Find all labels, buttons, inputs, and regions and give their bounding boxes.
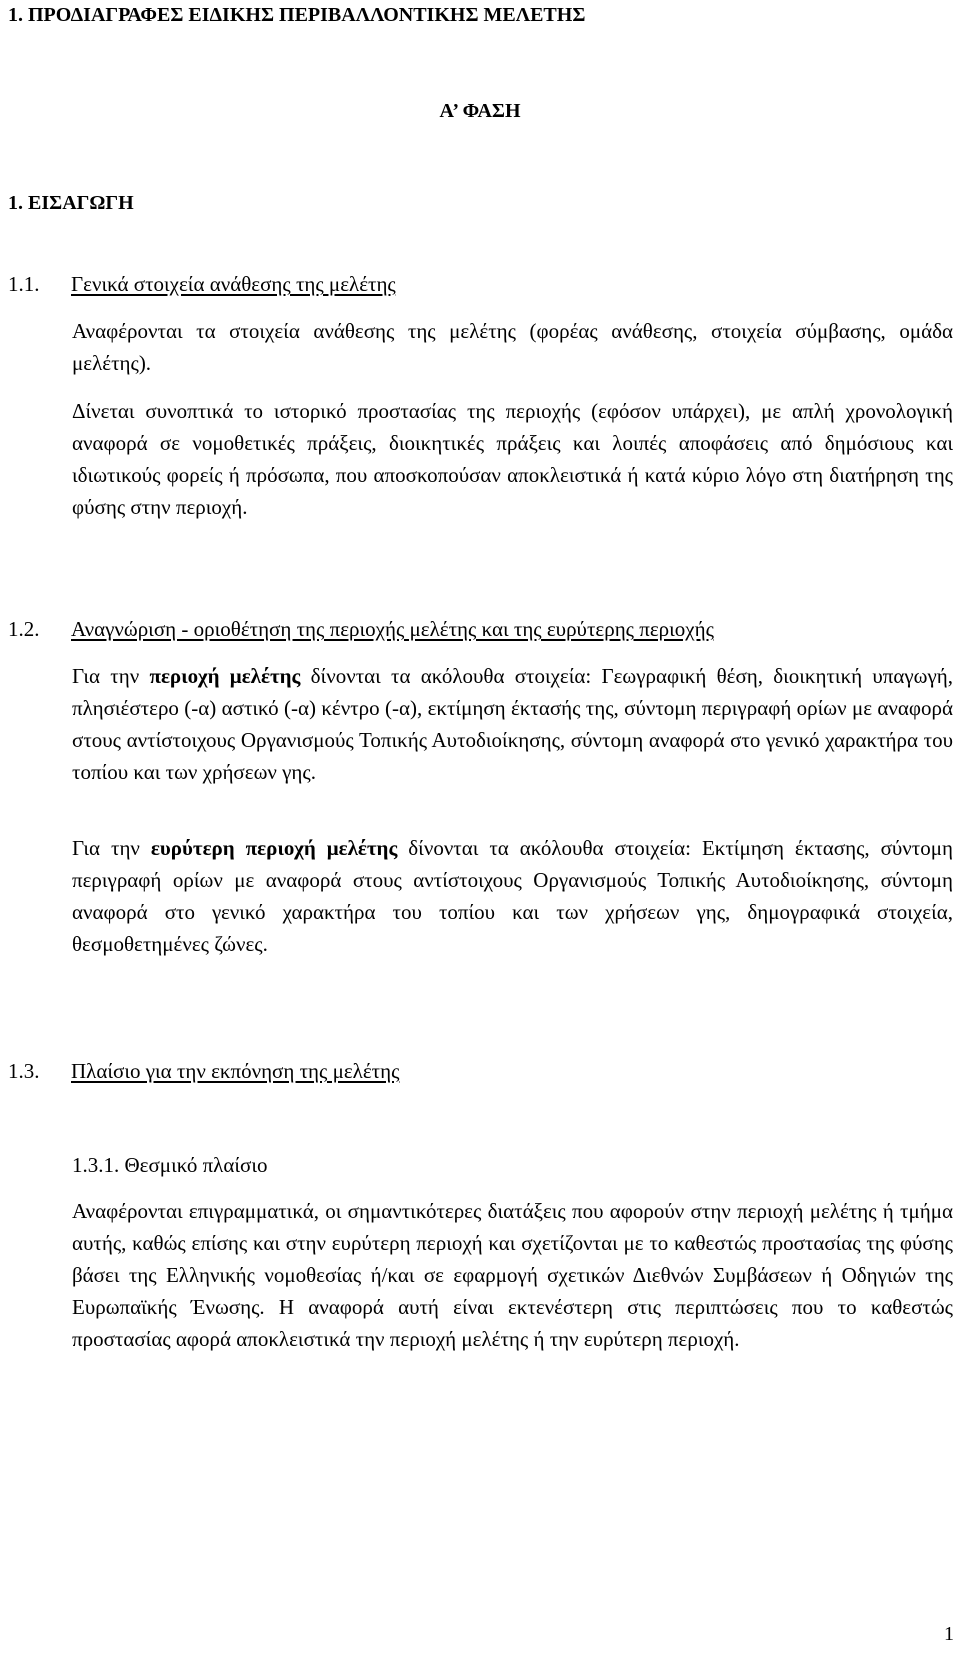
paragraph-text: Για την — [72, 836, 151, 860]
section-title: Γενικά στοιχεία ανάθεσης της μελέτης — [71, 272, 396, 296]
paragraph-text: δίνονται τα ακόλουθα στοιχεία: Γεωγραφική θέση, διοικητική υπαγωγή, πλησιέστερο (-α) αστικό (-α) κέντρο (-α), εκτίμηση έκτασής της, σύντομη περιγραφή ορίων με αναφορά στους αντίστοιχους Οργανισμούς Τοπικής Αυτοδιοίκησης, σύντομη αναφορά στο γενικό χαρακτήρα του τοπίου και των χρήσεων γης. — [72, 664, 953, 784]
section-1-3-1-paragraph: Αναφέρονται επιγραμματικά, οι σημαντικότερες διατάξεις που αφορούν στην περιοχή μελέτης ή τμήμα αυτής, καθώς επίσης και στην ευρύτερη περιοχή και σχετίζονται με το καθεστώς προστασίας της φύσης βάσει της Ελληνικής νομοθεσίας ή/και σε εφαρμογή σχετικών Διεθνών Συμβάσεων ή Οδηγιών της Ευρωπαϊκής Ένωσης. Η αναφορά αυτή είναι εκτενέστερη στις περιπτώσεις που το καθεστώς προστασίας αφορά αποκλειστικά την περιοχή μελέτης ή την ευρύτερη περιοχή. — [72, 1199, 953, 1351]
section-1-2-paragraph-1 — [72, 660, 953, 788]
section-1-1-paragraph-1: Αναφέρονται τα στοιχεία ανάθεσης της μελέτης (φορέας ανάθεσης, στοιχεία σύμβασης, ομάδα μελέτης). — [72, 319, 953, 375]
page-number: 1 — [944, 1623, 954, 1645]
section-1-2-heading — [8, 613, 714, 645]
subsection-1-3-1-heading: 1.3.1. Θεσμικό πλαίσιο — [72, 1153, 268, 1177]
paragraph-text: δίνονται τα ακόλουθα στοιχεία: Εκτίμηση έκτασης, σύντομη περιγραφή ορίων με αναφορά στους αντίστοιχους Οργανισμούς Τοπικής Αυτοδιοίκησης, σύντομη αναφορά στο γενικό χαρακτήρα του τοπίου και των χρήσεων γης, δημογραφικά στοιχεία, θεσμοθετημένες ζώνες. — [72, 836, 953, 956]
paragraph-text: Για την — [72, 664, 150, 688]
introduction-title: 1. ΕΙΣΑΓΩΓΗ — [8, 192, 134, 214]
section-1-3-heading — [8, 1055, 399, 1087]
section-title: Αναγνώριση - οριοθέτηση της περιοχής μελέτης και της ευρύτερης περιοχής — [71, 617, 714, 641]
section-title: Πλαίσιο για την εκπόνηση της μελέτης — [71, 1059, 400, 1083]
section-number: 1.2. — [8, 617, 40, 641]
section-number: 1.1. — [8, 272, 40, 296]
bold-term: περιοχή μελέτης — [149, 664, 301, 688]
section-1-1-paragraph-2: Δίνεται συνοπτικά το ιστορικό προστασίας της περιοχής (εφόσον υπάρχει), με απλή χρονολογική αναφορά σε νομοθετικές πράξεις, διοικητικές πράξεις και λοιπές αποφάσεις από δημόσιους και ιδιωτικούς φορείς ή πρόσωπα, που αποσκοπούσαν αποκλειστικά ή κατά κύριο λόγο στη διατήρηση της φύσης στην περιοχή. — [72, 399, 953, 519]
bold-term: ευρύτερη περιοχή μελέτης — [150, 836, 398, 860]
phase-title: Α’ ΦΑΣΗ — [439, 100, 521, 122]
document-title: 1. ΠΡΟΔΙΑΓΡΑΦΕΣ ΕΙΔΙΚΗΣ ΠΕΡΙΒΑΛΛΟΝΤΙΚΗΣ ΜΕΛΕΤΗΣ — [8, 4, 586, 26]
section-number: 1.3. — [8, 1059, 40, 1083]
section-1-1-heading — [8, 268, 396, 300]
section-1-2-paragraph-2 — [72, 832, 953, 960]
